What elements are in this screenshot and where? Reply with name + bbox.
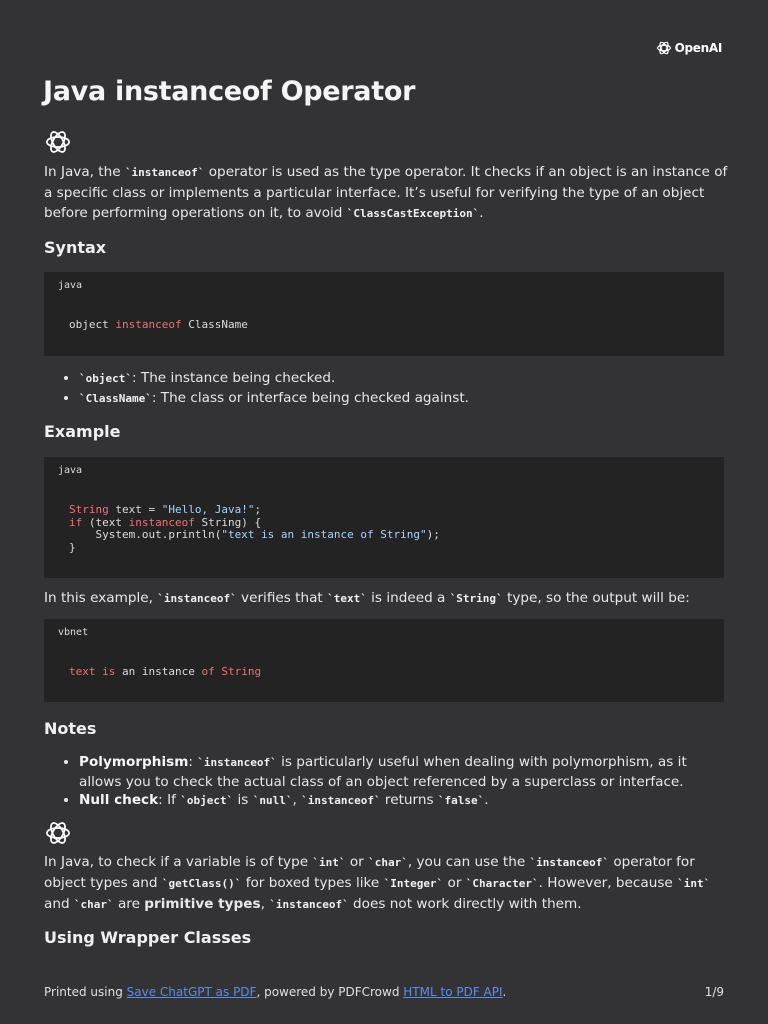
footer: Printed using Save ChatGPT as PDF, powered by PDFCrowd HTML to PDF API. (44, 985, 507, 999)
brand-name: OpenAI (674, 41, 722, 55)
intro-paragraph: In Java, the `instanceof` operator is used as the type operator. It checks if an object is an instance of a specific class or implements a particular interface. It’s useful for verifying the type of an object before performing operations on it, to avoid `ClassCastException`. (44, 164, 728, 221)
code-language-label: java (58, 280, 83, 291)
example-heading: Example (44, 422, 121, 441)
example-explanation: In this example, `instanceof` verifies that `text` is indeed a `String` type, so the output will be: (44, 590, 690, 606)
inline-code: `instanceof` (124, 166, 205, 179)
list-item: • `ClassName`: The class or interface being checked against. (79, 389, 729, 409)
syntax-heading: Syntax (44, 238, 107, 257)
syntax-code-block[interactable] (44, 272, 724, 356)
inline-code: `ClassCastException` (346, 207, 480, 220)
code-content: String text = "Hello, Java!"; if (text instanceof String) { System.out.println("text is an instance of String"); } (69, 503, 440, 554)
code-content: object instanceof ClassName (69, 318, 248, 331)
notes-list (60, 753, 729, 811)
wrapper-classes-heading: Using Wrapper Classes (44, 928, 252, 947)
chatgpt-avatar-icon (44, 128, 72, 156)
openai-brand (656, 40, 722, 56)
html-to-pdf-link[interactable]: HTML to PDF API (403, 985, 503, 999)
chatgpt-avatar-icon (44, 819, 72, 847)
code-content: text is an instance of String (69, 665, 262, 678)
list-item: • Polymorphism: `instanceof` is particularly useful when dealing with polymorphism, as it allows you to check the actual class of an object referenced by a superclass or interface. (79, 753, 729, 791)
list-item: • Null check: If `object` is `null`, `instanceof` returns `false`. (79, 791, 729, 811)
example-code-block[interactable] (44, 457, 724, 578)
answer-paragraph: In Java, to check if a variable is of type `int` or `char`, you can use the `instanceof` operator for object types and `getClass()` for boxed types like `Integer` or `Character`. However, because `int` and `char` are primitive types, `instanceof` does not work directly with them. (44, 854, 711, 912)
code-language-label: vbnet (58, 627, 89, 638)
notes-heading: Notes (44, 719, 97, 738)
code-language-label: java (58, 465, 83, 476)
page-title: Java instanceof Operator (43, 76, 416, 107)
list-item: • `object`: The instance being checked. (79, 369, 729, 389)
save-chatgpt-link[interactable]: Save ChatGPT as PDF (126, 985, 257, 999)
output-code-block[interactable] (44, 619, 724, 702)
syntax-bullets (60, 369, 729, 408)
page-number: 1/9 (704, 985, 724, 999)
openai-logo-icon (656, 40, 672, 56)
